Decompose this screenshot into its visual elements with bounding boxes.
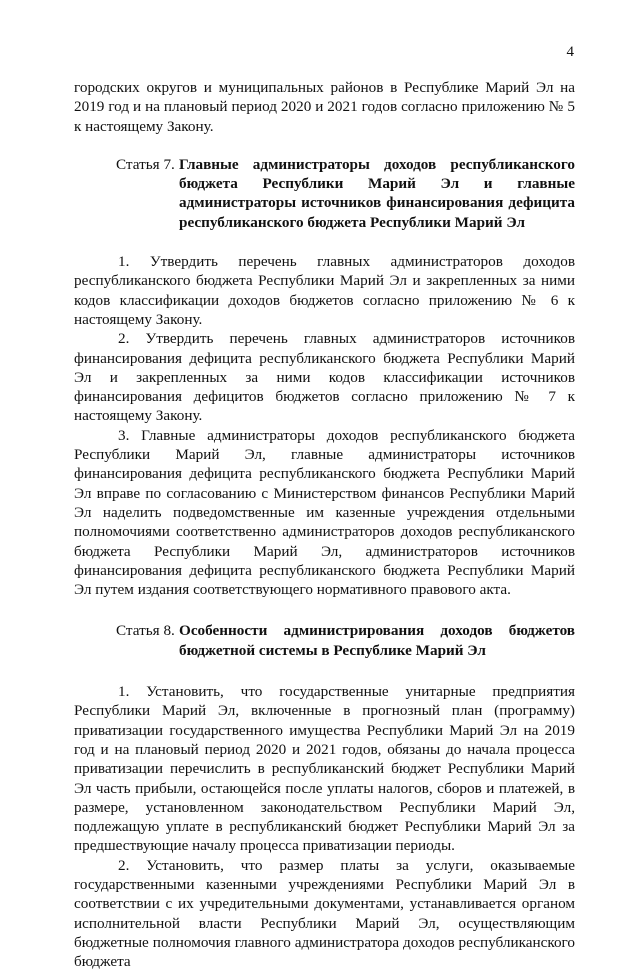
- article-8-title: Особенности администрирования доходов бюджетов бюджетной системы в Республике Марий Эл: [179, 622, 575, 659]
- spacer: [74, 660, 575, 682]
- article-7-paragraph-1: 1. Утвердить перечень главных администраторов доходов республиканского бюджета Республики Марий Эл и закрепленных за ними кодов классификации доходов бюджетов согласно приложению № 6 к настоящему Закону.: [74, 253, 575, 328]
- article-8-heading: [74, 621, 575, 660]
- article-8-paragraph-2: 2. Установить, что размер платы за услуги, оказываемые государственными казенными учреждениями Республики Марий Эл в соответствии с их учредительными документами, устанавливается органом исполнительной власти Республики Марий Эл, осуществляющим бюджетные полномочия главного администратора доходов республиканского бюджета: [74, 856, 575, 971]
- spacer: [74, 599, 575, 621]
- page-number: 4: [566, 44, 574, 60]
- article-7-paragraph-3: 3. Главные администраторы доходов республиканского бюджета Республики Марий Эл, главные администраторы источников финансирования дефицита республиканского бюджета Республики Марий Эл вправе по согласованию с Министерством финансов Республики Марий Эл наделить подведомственные им казенные учреждения отдельными полномочиями соответственно администраторов доходов республиканского бюджета Республики Марий Эл, администраторов источников финансирования дефицита республиканского бюджета Республики Марий Эл путем издания соответствующего нормативного правового акта.: [74, 426, 575, 599]
- article-7-number: Статья 7.: [116, 155, 175, 173]
- article-7-heading: [74, 155, 575, 232]
- article-7-paragraph-2: 2. Утвердить перечень главных администраторов источников финансирования дефицита республиканского бюджета Республики Марий Эл и закрепленных за ними кодов классификации источников финансирования дефицитов бюджетов согласно приложению № 7 к настоящему Закону.: [74, 330, 575, 425]
- article-8-paragraph-1: 1. Установить, что государственные унитарные предприятия Республики Марий Эл, включенные в прогнозный план (программу) приватизации государственного имущества Республики Марий Эл на 2019 год и на плановый период 2020 и 2021 годов, обязаны до начала процесса приватизации перечислить в республиканский бюджет Республики Марий Эл часть прибыли, остающейся после уплаты налогов, сборов и платежей, в размере, установленном законодательством Республики Марий Эл, подлежащую уплате в республиканский бюджет Республики Марий Эл за предшествующие началу процесса приватизации периоды.: [74, 683, 575, 855]
- article-7-title: Главные администраторы доходов республиканского бюджета Республики Марий Эл и главные администраторы источников финансирования дефицита республиканского бюджета Республики Марий Эл: [179, 155, 575, 231]
- intro-paragraph: городских округов и муниципальных районов в Республике Марий Эл на 2019 год и на плановый период 2020 и 2021 годов согласно приложению № 5 к настоящему Закону.: [74, 79, 575, 135]
- spacer: [74, 136, 575, 155]
- article-8-number: Статья 8.: [116, 622, 175, 640]
- spacer: [74, 232, 575, 252]
- document-content: [74, 78, 575, 971]
